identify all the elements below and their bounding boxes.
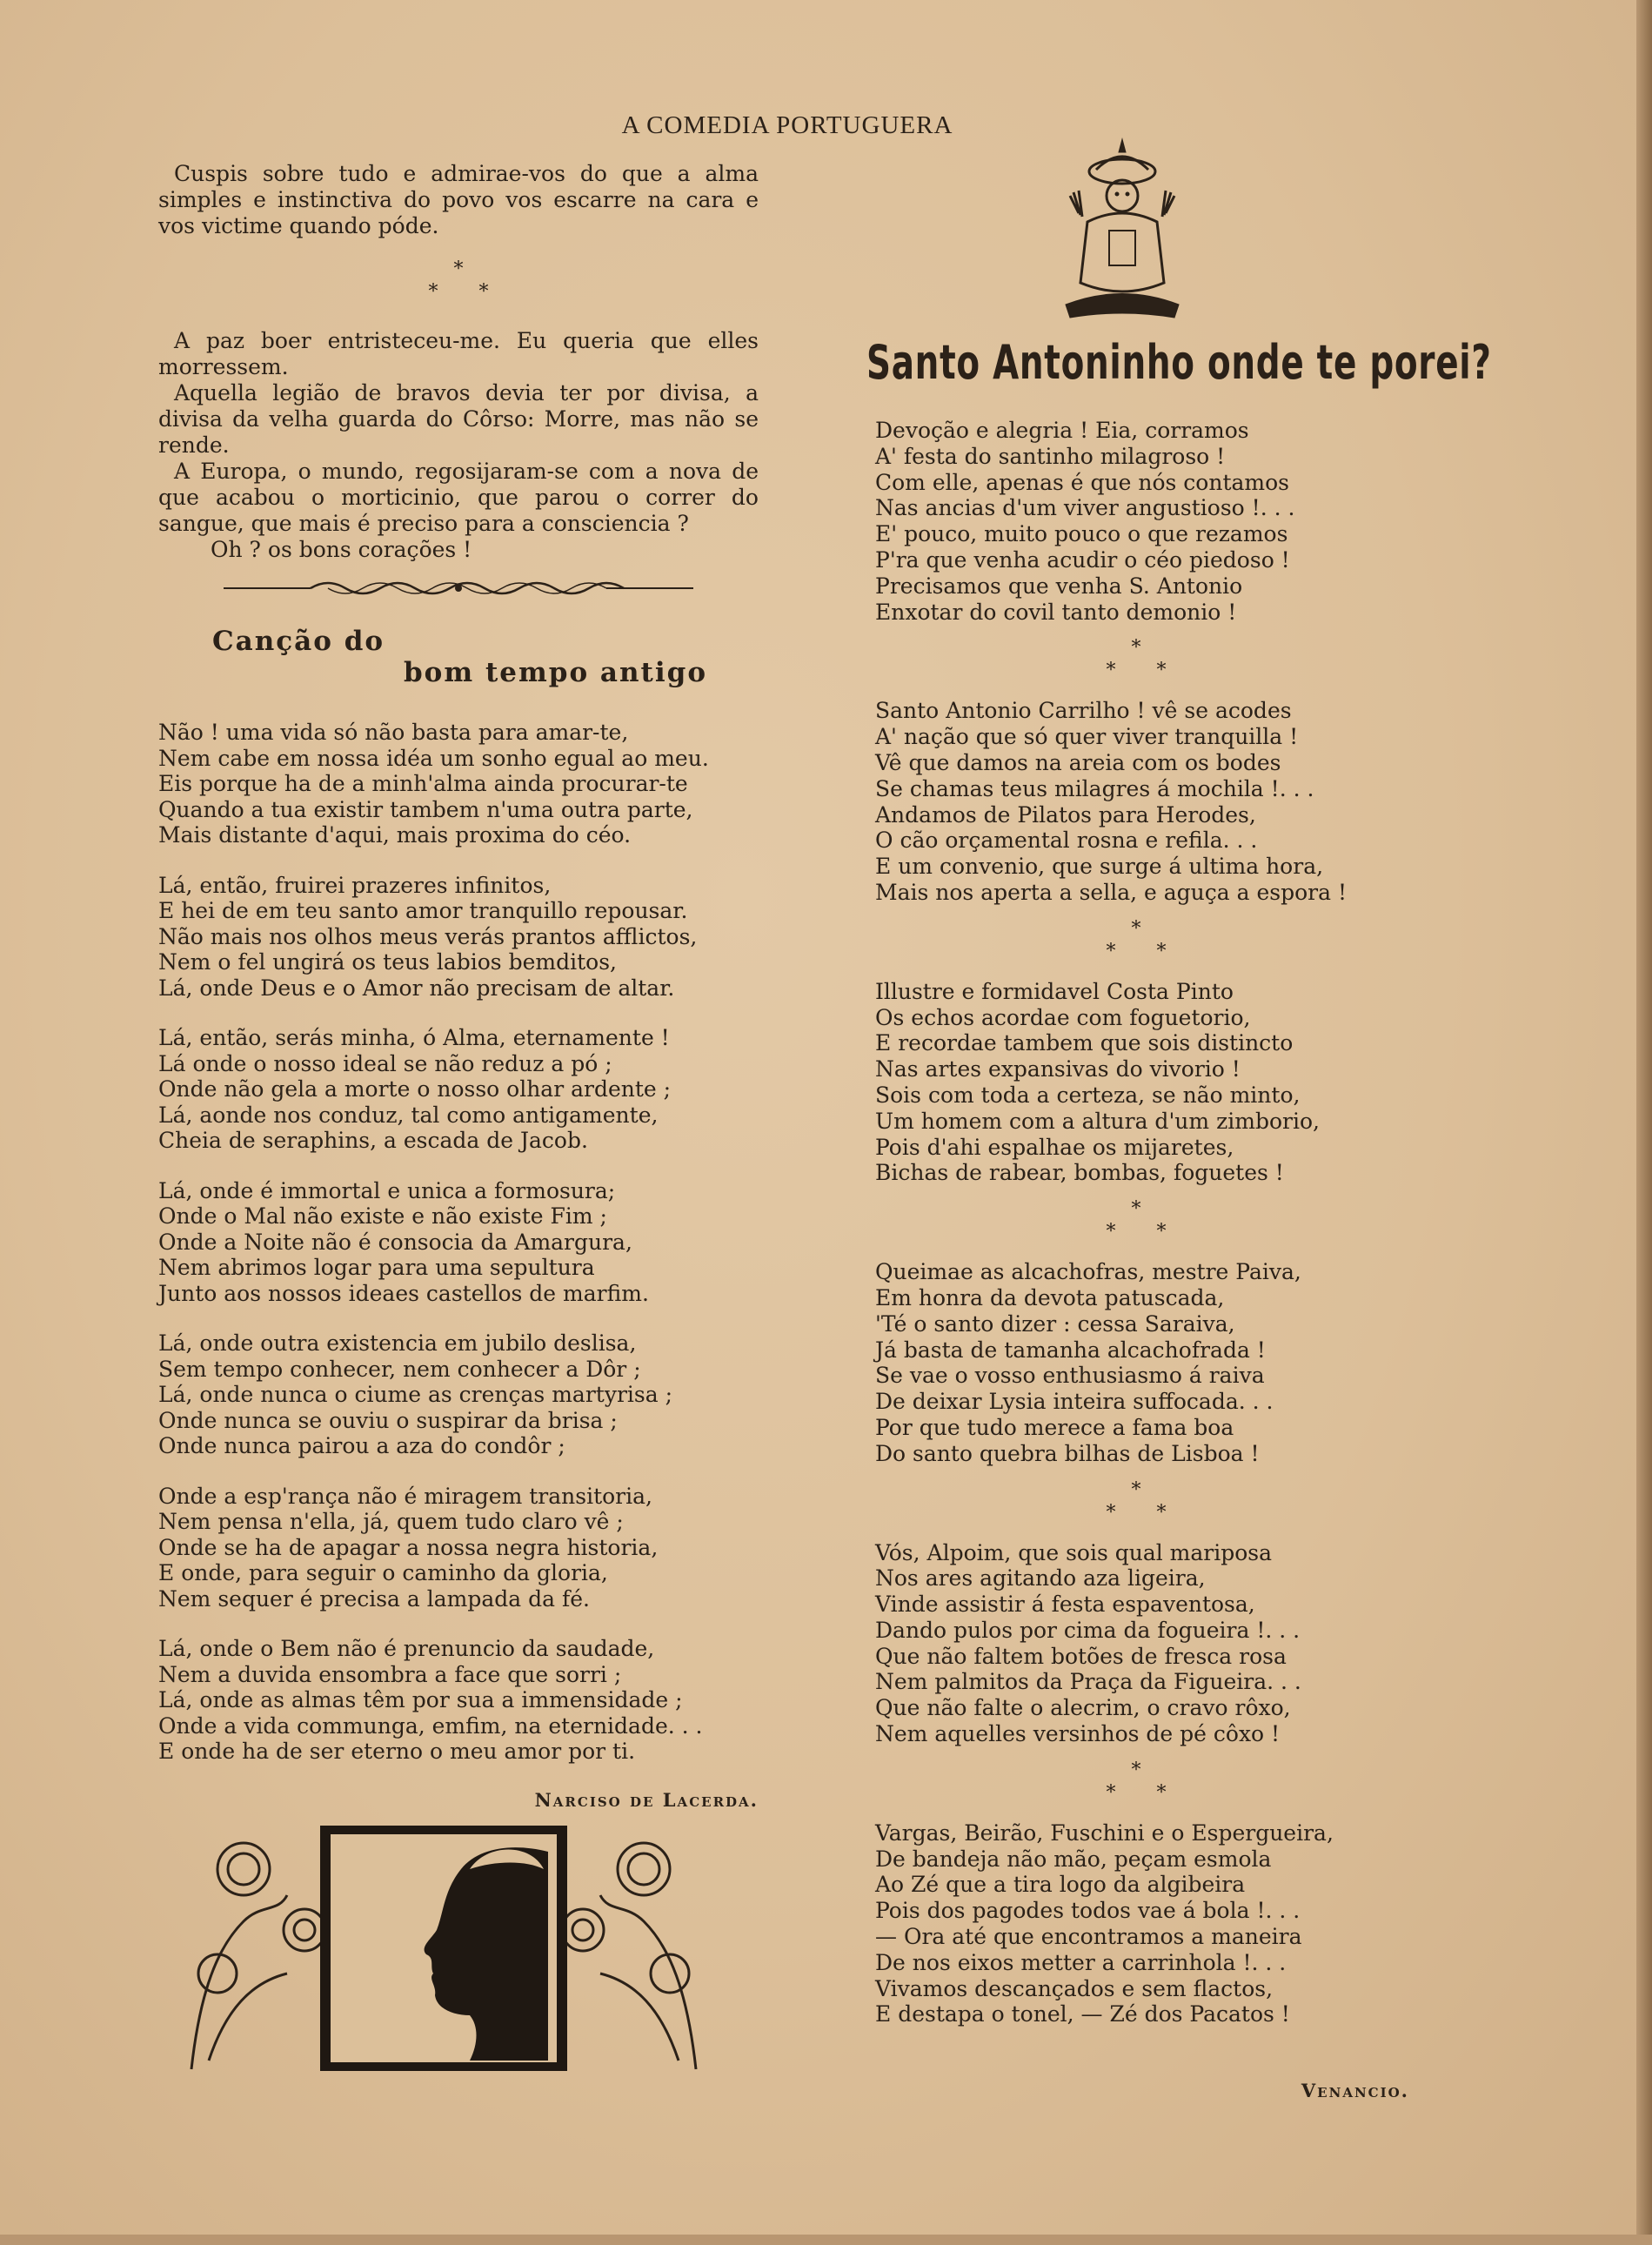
stanza [875, 418, 1397, 625]
verse-line: Do santo quebra bilhas de Lisboa ! [875, 1440, 1260, 1466]
stanza [875, 698, 1397, 905]
verse-line: Não mais nos olhos meus verás prantos afflictos, [158, 923, 698, 949]
verse-line: Mais nos aperta a sella, e aguça a espora ! [875, 879, 1348, 905]
author-signature: Narciso de Lacerda. [534, 1788, 759, 1811]
verse-line: Junto aos nossos ideaes castellos de marfim. [158, 1280, 649, 1306]
verse-line: Quando a tua existir tambem n'uma outra parte, [158, 796, 693, 822]
verse-line: De nos eixos metter a carrinhola !. . . [875, 1949, 1287, 1975]
verse-line: Nem a duvida ensombra a face que sorri ; [158, 1661, 622, 1687]
verse-line: E' pouco, muito pouco o que rezamos [875, 521, 1288, 547]
verse-line: Lá, aonde nos conduz, tal como antigamente, [158, 1102, 659, 1128]
verse-line: Enxotar do covil tanto demonio ! [875, 599, 1237, 625]
verse-line: Precisamos que venha S. Antonio [875, 573, 1243, 599]
verse-line: Pois d'ahi espalhae os mijaretes, [875, 1134, 1234, 1160]
verse-line: Onde se ha de apagar a nossa negra historia, [158, 1534, 659, 1560]
verse-line: Onde nunca pairou a aza do condôr ; [158, 1433, 565, 1458]
verse-line: E um convenio, que surge á ultima hora, [875, 854, 1324, 880]
verse-line: Um homem com a altura d'um zimborio, [875, 1108, 1320, 1134]
verse-line: Nas artes expansivas do vivorio ! [875, 1056, 1241, 1082]
verse-line: Os echos acordae com foguetorio, [875, 1004, 1251, 1030]
right-article-title: Santo Antoninho onde te porei? [866, 335, 1492, 390]
verse-line: Devoção e alegria ! Eia, corramos [875, 418, 1249, 443]
seated-idol-figure [1061, 135, 1183, 322]
verse-line: Lá, onde Deus e o Amor não precisam de altar. [158, 975, 675, 1001]
verse-line: E destapa o tonel, — Zé dos Pacatos ! [875, 2001, 1290, 2027]
stanza [875, 979, 1397, 1186]
verse-line: E onde ha de ser eterno o meu amor por ti. [158, 1739, 636, 1764]
verse-line: Sois com toda a certeza, se não minto, [875, 1082, 1301, 1108]
verse-line: Bichas de rabear, bombas, foguetes ! [875, 1160, 1284, 1186]
verse-line: Cheia de seraphins, a escada de Jacob. [158, 1128, 588, 1153]
verse-line: Nem o fel ungirá os teus labios bemditos, [158, 949, 617, 975]
stanza [875, 1820, 1397, 2027]
verse-line: P'ra que venha acudir o céo piedoso ! [875, 546, 1290, 573]
stanza [158, 1330, 759, 1459]
stanza [158, 1484, 759, 1612]
intro-paragraph: Cuspis sobre tudo e admirae-vos do que a alma simples e instinctiva do povo vos escarre na cara e vos victime quando póde. [158, 161, 759, 238]
verse-line: De deixar Lysia inteira suffocada. . . [875, 1389, 1274, 1415]
stanza [158, 1025, 759, 1154]
verse-line: A' festa do santinho milagroso ! [875, 443, 1226, 469]
verse-line: Dando pulos por cima da fogueira !. . . [875, 1617, 1301, 1643]
verse-line: Illustre e formidavel Costa Pinto [875, 978, 1234, 1004]
stanza [875, 1540, 1397, 1747]
stanza [875, 1259, 1397, 1466]
verse-line: — Ora até que encontramos a maneira [875, 1924, 1302, 1950]
verse-line: Que não faltem botões de fresca rosa [875, 1643, 1287, 1669]
page-edge-bottom [0, 2235, 1652, 2245]
stanza [158, 1636, 759, 1765]
right-poem-body [875, 418, 1397, 2027]
verse-line: Nem aquelles versinhos de pé côxo ! [875, 1721, 1281, 1747]
verse-line: Vinde assistir á festa espaventosa, [875, 1592, 1255, 1618]
verse-line: Eis porque ha de a minh'alma ainda procurar-te [158, 771, 688, 796]
asterism-separator: * * * [1106, 917, 1167, 962]
verse-line: O cão orçamental rosna e refila. . . [875, 828, 1258, 854]
poem-body [158, 720, 759, 1765]
poem-title-line-2: bom tempo antigo [404, 657, 708, 688]
verse-line: Nem sequer é precisa a lampada da fé. [158, 1585, 590, 1612]
verse-line: Nem palmitos da Praça da Figueira. . . [875, 1669, 1301, 1695]
verse-line: Com elle, apenas é que nós contamos [875, 469, 1290, 495]
verse-line: Vargas, Beirão, Fuschini e o Espergueira, [875, 1819, 1334, 1846]
paragraph-4: Oh ? os bons corações ! [211, 537, 472, 562]
stanza [158, 1178, 759, 1307]
asterism-separator: * * * [428, 258, 489, 303]
page-edge-right [1636, 0, 1652, 2245]
flourish-divider [206, 575, 711, 601]
left-column [158, 161, 759, 1811]
paragraph-2: Aquella legião de bravos devia ter por divisa, a divisa da velha guarda do Côrso: Morre, mas não se rende. [158, 380, 759, 458]
verse-line: Vê que damos na areia com os bodes [875, 749, 1281, 775]
verse-line: Santo Antonio Carrilho ! vê se acodes [875, 698, 1292, 724]
verse-line: Sem tempo conhecer, nem conhecer a Dôr ; [158, 1356, 641, 1382]
verse-line: Já basta de tamanha alcachofrada ! [875, 1337, 1266, 1363]
verse-line: Onde a vida communga, emfim, na eternidade. . . [158, 1712, 703, 1739]
verse-line: Onde não gela a morte o nosso olhar ardente ; [158, 1076, 672, 1102]
verse-line: Não ! uma vida só não basta para amar-te, [158, 720, 629, 745]
stanza [158, 720, 759, 848]
verse-line: Em honra da devota patuscada, [875, 1284, 1225, 1310]
verse-line: Andamos de Pilatos para Herodes, [875, 801, 1256, 828]
verse-line: Nem abrimos logar para uma sepultura [158, 1255, 595, 1280]
verse-line: Queimae as alcachofras, mestre Paiva, [875, 1259, 1301, 1285]
verse-line: Lá, onde outra existencia em jubilo deslisa, [158, 1330, 637, 1356]
asterism-separator: * * * [1106, 1478, 1167, 1524]
verse-line: Mais distante d'aqui, mais proxima do céo. [158, 822, 632, 848]
verse-line: Onde nunca se ouviu o suspirar da brisa ; [158, 1407, 618, 1433]
asterism-separator: * * * [1106, 1198, 1167, 1243]
verse-line: Nem cabe em nossa idéa um sonho egual ao meu. [158, 745, 709, 771]
verse-line: Onde o Mal não existe e não existe Fim ; [158, 1203, 607, 1229]
paragraph-3: A Europa, o mundo, regosijaram-se com a nova de que acabou o morticinio, que parou o correr do sangue, que mais é preciso para a consciencia ? [158, 459, 759, 536]
poem-title-line-1: Canção do [212, 626, 385, 657]
verse-line: De bandeja não mão, peçam esmola [875, 1846, 1272, 1872]
verse-line: Onde a esp'rança não é miragem transitoria, [158, 1483, 652, 1509]
verse-line: Lá, onde as almas têm por sua a immensidade ; [158, 1687, 683, 1712]
asterism-separator: * * * [1106, 637, 1167, 682]
verse-line: Lá, então, serás minha, ó Alma, eternamente ! [158, 1025, 670, 1050]
verse-line: Vivamos descançados e sem flactos, [875, 1975, 1274, 2001]
paragraph-1: A paz boer entristeceu-me. Eu queria que elles morressem. [158, 328, 759, 379]
verse-line: Que não falte o alecrim, o cravo rôxo, [875, 1695, 1291, 1721]
verse-line: Lá onde o nosso ideal se não reduz a pó ; [158, 1050, 612, 1076]
poem-title [212, 626, 759, 688]
asterism-separator: * * * [1106, 1759, 1167, 1804]
stanza [158, 873, 759, 1002]
verse-line: Nas ancias d'um viver angustioso !. . . [875, 495, 1295, 521]
verse-line: Lá, onde é immortal e unica a formosura; [158, 1177, 616, 1203]
right-author-signature: Venancio. [1301, 2080, 1409, 2101]
verse-line: Lá, então, fruirei prazeres infinitos, [158, 872, 552, 898]
verse-line: Nos ares agitando aza ligeira, [875, 1565, 1206, 1592]
verse-line: Lá, onde nunca o ciume as crenças martyrisa ; [158, 1382, 672, 1407]
verse-line: 'Té o santo dizer : cessa Saraiva, [875, 1310, 1235, 1337]
verse-line: E recordae tambem que sois distincto [875, 1030, 1294, 1056]
running-title: A COMEDIA PORTUGUERA [621, 111, 953, 139]
woman-profile-vignette [183, 1817, 705, 2078]
verse-line: Se vae o vosso enthusiasmo á raiva [875, 1363, 1265, 1389]
verse-line: Se chamas teus milagres á mochila !. . . [875, 775, 1314, 801]
verse-line: E onde, para seguir o caminho da gloria, [158, 1560, 608, 1585]
verse-line: Lá, onde o Bem não é prenuncio da saudade, [158, 1636, 655, 1661]
verse-line: Por que tudo merece a fama boa [875, 1414, 1234, 1440]
verse-line: Ao Zé que a tira logo da algibeira [875, 1872, 1246, 1898]
verse-line: Onde a Noite não é consocia da Amargura, [158, 1229, 632, 1255]
verse-line: A' nação que só quer viver tranquilla ! [875, 724, 1299, 750]
verse-line: E hei de em teu santo amor tranquillo repousar. [158, 898, 688, 923]
verse-line: Nem pensa n'ella, já, quem tudo claro vê ; [158, 1509, 624, 1534]
verse-line: Vós, Alpoim, que sois qual mariposa [875, 1539, 1273, 1565]
verse-line: Pois dos pagodes todos vae á bola !. . . [875, 1898, 1301, 1924]
